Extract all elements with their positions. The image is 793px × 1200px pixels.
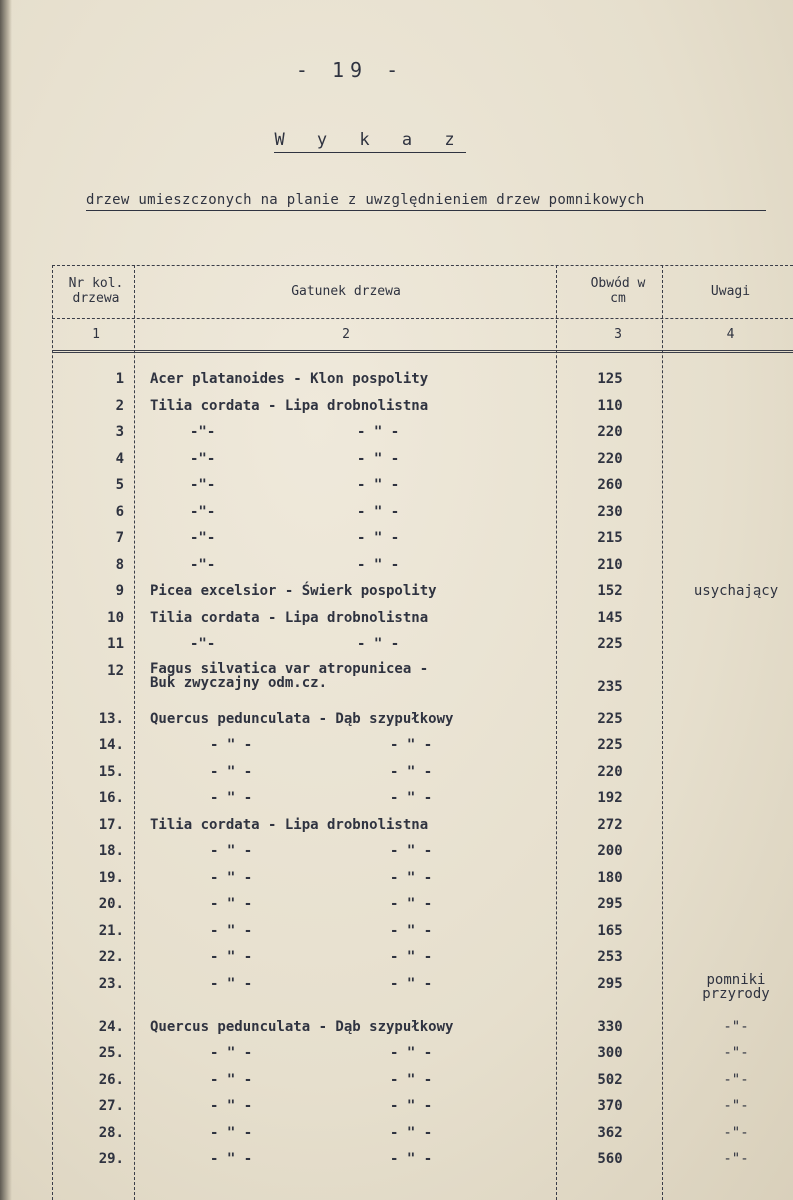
tree-circumference: 145 [597,609,623,626]
tree-species: Tilia cordata - Lipa drobnolistna [150,816,429,833]
tree-number: 22. [98,949,124,965]
tree-number: 9 [115,583,124,599]
tree-number: 26. [98,1071,124,1088]
tree-number: 21. [98,922,124,939]
tree-number: 20. [98,896,124,912]
table-row [52,763,793,789]
ditto-mark-latin: - " - [210,1098,253,1114]
table-row [52,948,793,974]
tree-number: 24. [98,1018,124,1035]
tree-circumference: 225 [597,710,623,727]
tree-circumference: 253 [597,949,623,965]
ditto-mark-polish: - " - [357,556,400,573]
ditto-mark-polish: - " - [390,843,433,859]
tree-circumference: 220 [597,763,623,780]
tree-number: 27. [98,1098,124,1114]
tree-circumference: 192 [597,790,623,806]
tree-number: 3 [115,424,124,440]
table-row [52,922,793,948]
tree-circumference: 220 [597,424,623,440]
ditto-mark-polish: - " - [390,1151,433,1167]
tree-notes: -"- [723,1018,749,1035]
table-row [52,609,793,635]
ditto-mark-polish: - " - [390,1045,433,1061]
table-row [52,503,793,529]
tree-number: 11 [107,636,124,652]
ditto-mark-polish: - " - [390,949,433,965]
ditto-mark-latin: -"- [190,636,216,652]
tree-number: 23. [98,975,124,992]
ditto-mark-latin: -"- [190,530,216,546]
tree-number: 6 [115,503,124,520]
ditto-mark-polish: - " - [390,790,433,806]
tree-number: 25. [98,1045,124,1061]
ditto-mark-latin: -"- [190,450,216,467]
table-row [52,971,793,1002]
tree-number: 15. [98,763,124,780]
ditto-mark-latin: - " - [210,1045,253,1061]
colnum-1: 1 [92,327,100,342]
tree-species: Quercus pedunculata - Dąb szypułkowy [150,1018,454,1035]
ditto-mark-polish: - " - [390,763,433,780]
tree-number: 18. [98,843,124,859]
tree-circumference: 235 [597,678,623,695]
ditto-mark-latin: - " - [210,1124,253,1141]
header-bottom-border [52,318,793,319]
ditto-mark-latin: - " - [210,949,253,965]
tree-number: 1 [115,371,124,387]
header-circumference: Obwód w cm [590,276,646,306]
tree-number: 7 [115,530,124,546]
tree-circumference: 502 [597,1071,623,1088]
tree-number: 2 [115,397,124,414]
tree-circumference: 165 [597,922,623,939]
tree-circumference: 220 [597,450,623,467]
tree-notes: -"- [723,1071,749,1088]
ditto-mark-latin: - " - [210,790,253,806]
ditto-mark-polish: - " - [357,530,400,546]
table-row [52,1150,793,1176]
tree-number: 13. [98,710,124,727]
table-row [52,529,793,555]
ditto-mark-polish: - " - [390,896,433,912]
tree-circumference: 300 [597,1045,623,1061]
ditto-mark-latin: - " - [210,975,253,992]
table-top-border [52,265,793,266]
ditto-mark-polish: - " - [357,636,400,652]
tree-number: 17. [98,816,124,833]
ditto-mark-polish: - " - [390,1124,433,1141]
tree-circumference: 180 [597,869,623,886]
page-number: - 19 - [295,58,405,82]
tree-circumference: 560 [597,1151,623,1167]
ditto-mark-latin: -"- [190,503,216,520]
tree-circumference: 230 [597,503,623,520]
table-row [52,370,793,396]
ditto-mark-polish: - " - [357,503,400,520]
table-row [52,476,793,502]
tree-circumference: 362 [597,1124,623,1141]
table-row [52,556,793,582]
document-title [0,130,740,150]
tree-number: 8 [115,556,124,573]
colnum-4: 4 [726,327,735,342]
tree-circumference: 370 [597,1098,623,1114]
tree-circumference: 295 [597,975,623,992]
tree-number: 16. [98,790,124,806]
ditto-mark-polish: - " - [390,869,433,886]
colnum-2: 2 [342,327,350,342]
table-row [52,736,793,762]
tree-circumference: 225 [597,737,623,753]
tree-number: 4 [115,450,124,467]
tree-number: 10 [107,609,124,626]
ditto-mark-latin: - " - [210,922,253,939]
tree-circumference: 152 [597,583,623,599]
header-nr: Nr kol. drzewa [68,276,124,306]
table-row [52,869,793,895]
ditto-mark-polish: - " - [390,737,433,753]
tree-species: Quercus pedunculata - Dąb szypułkowy [150,710,454,727]
tree-number: 14. [98,737,124,753]
table-row [52,789,793,815]
tree-circumference: 110 [597,397,623,414]
table-row [52,423,793,449]
ditto-mark-latin: - " - [210,896,253,912]
ditto-mark-polish: - " - [390,1098,433,1114]
tree-species: Tilia cordata - Lipa drobnolistna [150,397,429,414]
ditto-mark-polish: - " - [390,1071,433,1088]
tree-species: Fagus silvatica var atropunicea - Buk zwyczajny odm.cz. [150,660,429,691]
tree-notes: -"- [723,1151,749,1167]
tree-circumference: 125 [597,371,623,387]
tree-circumference: 272 [597,816,623,833]
ditto-mark-latin: - " - [210,843,253,859]
tree-notes: pomniki przyrody [702,971,770,1002]
table-row [52,895,793,921]
header-species: Gatunek drzewa [291,284,401,299]
ditto-mark-polish: - " - [357,424,400,440]
table-row [52,1097,793,1123]
tree-number: 19. [98,869,124,886]
tree-circumference: 330 [597,1018,623,1035]
colnum-3: 3 [614,327,622,342]
ditto-mark-polish: - " - [357,450,400,467]
table-row [52,397,793,423]
ditto-mark-latin: - " - [210,737,253,753]
table-row [52,660,793,695]
ditto-mark-latin: - " - [210,869,253,886]
table-row [52,816,793,842]
ditto-mark-latin: - " - [210,763,253,780]
tree-notes: usychający [693,583,779,599]
tree-number: 29. [98,1151,124,1167]
tree-species: Tilia cordata - Lipa drobnolistna [150,609,429,626]
table-row [52,582,793,608]
tree-number: 5 [115,477,124,493]
tree-number: 12 [107,662,124,679]
document-title-text: W y k a z [274,130,465,153]
tree-species: Acer platanoides - Klon pospolity [150,371,429,387]
colnum-bottom-border [52,350,793,353]
ditto-mark-latin: -"- [190,556,216,573]
tree-circumference: 215 [597,530,623,546]
header-notes: Uwagi [710,284,751,299]
tree-species: Picea excelsior - Świerk pospolity [150,583,437,599]
table-row [52,1018,793,1044]
ditto-mark-latin: -"- [190,477,216,493]
tree-notes: -"- [723,1045,749,1061]
document-subtitle: drzew umieszczonych na planie z uwzględnieniem drzew pomnikowych [86,192,766,211]
ditto-mark-latin: - " - [210,1071,253,1088]
table-row [52,710,793,736]
table-row [52,1071,793,1097]
ditto-mark-polish: - " - [390,922,433,939]
ditto-mark-polish: - " - [357,477,400,493]
page-edge-shadow [0,0,12,1200]
tree-circumference: 210 [597,556,623,573]
tree-circumference: 200 [597,843,623,859]
tree-circumference: 260 [597,477,623,493]
ditto-mark-polish: - " - [390,975,433,992]
ditto-mark-latin: - " - [210,1151,253,1167]
table-row [52,450,793,476]
ditto-mark-latin: -"- [190,424,216,440]
table-row [52,1044,793,1070]
tree-notes: -"- [723,1098,749,1114]
table-row [52,842,793,868]
tree-number: 28. [98,1124,124,1141]
table-row [52,1124,793,1150]
tree-circumference: 295 [597,896,623,912]
table-row [52,635,793,661]
tree-circumference: 225 [597,636,623,652]
tree-notes: -"- [723,1124,749,1141]
